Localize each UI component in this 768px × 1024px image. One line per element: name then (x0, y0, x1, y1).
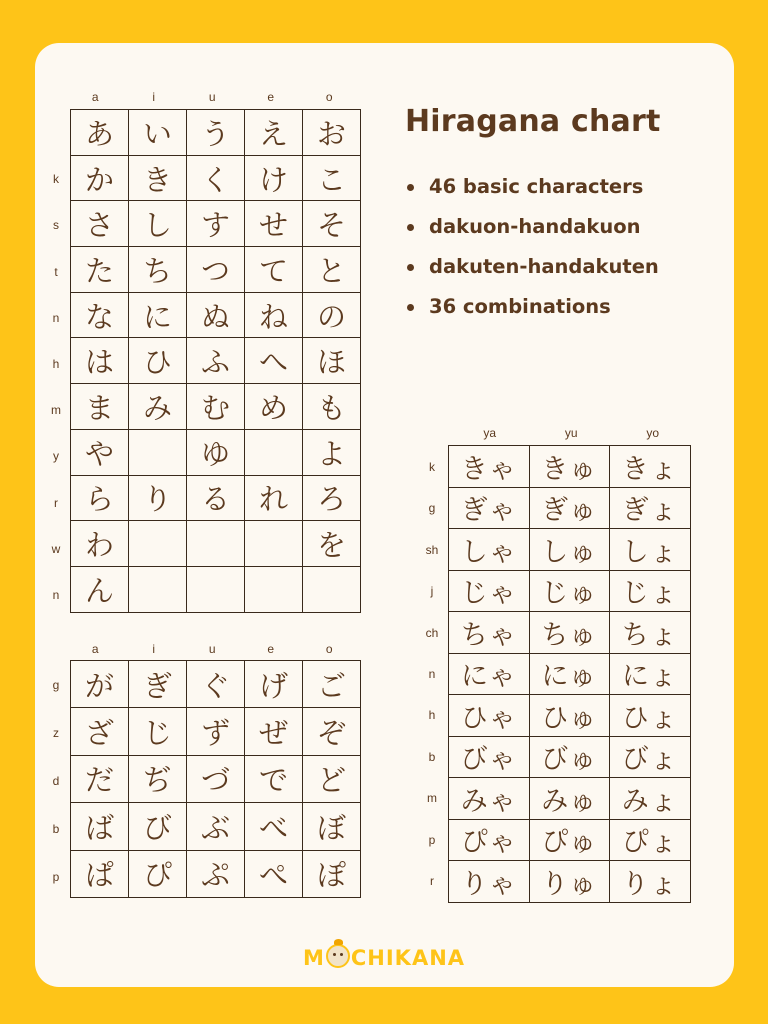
feature-list (405, 172, 659, 332)
kana-cell: ぺ (245, 850, 303, 897)
kana-cell: ぴょ (610, 819, 691, 861)
table-row (71, 384, 361, 430)
kana-cell: で (245, 755, 303, 802)
row-label: m (51, 403, 61, 418)
kana-cell: ちゃ (449, 612, 530, 654)
row-label: g (428, 501, 436, 516)
kana-cell: な (71, 292, 129, 338)
kana-cell: す (187, 201, 245, 247)
kana-cell: ぽ (303, 850, 361, 897)
table-row (71, 661, 361, 708)
kana-cell: く (187, 155, 245, 201)
kana-cell: みゅ (529, 778, 610, 820)
kana-cell (187, 566, 245, 612)
table-row (449, 861, 691, 903)
table-row (71, 201, 361, 247)
row-label: g (52, 678, 60, 692)
kana-cell: り (129, 475, 187, 521)
kana-cell: む (187, 384, 245, 430)
table-row (71, 247, 361, 293)
kana-cell: じゃ (449, 570, 530, 612)
kana-cell: ぬ (187, 292, 245, 338)
kana-cell: じゅ (529, 570, 610, 612)
kana-cell: しゅ (529, 529, 610, 571)
column-label: i (152, 642, 156, 656)
column-label: o (325, 90, 333, 104)
kana-cell: ぐ (187, 661, 245, 708)
kana-cell: え (245, 110, 303, 156)
kana-cell: じ (129, 708, 187, 755)
row-label: n (52, 588, 60, 602)
kana-cell: にゃ (449, 653, 530, 695)
feature-item: dakuten-handakuten (405, 252, 659, 292)
feature-item: 36 combinations (405, 292, 659, 332)
table-row (71, 521, 361, 567)
column-label: u (208, 90, 216, 104)
row-label: sh (425, 542, 439, 557)
kana-cell: ぴゅ (529, 819, 610, 861)
row-label: n (52, 310, 60, 325)
kana-cell: ゆ (187, 429, 245, 475)
kana-cell: きょ (610, 446, 691, 488)
kana-cell: ね (245, 292, 303, 338)
column-label: i (152, 90, 156, 104)
table-row (71, 110, 361, 156)
kana-cell: も (303, 384, 361, 430)
kana-cell: つ (187, 247, 245, 293)
kana-cell: び (129, 803, 187, 850)
row-label: y (53, 449, 59, 464)
table-row (71, 292, 361, 338)
row-label: ch (425, 625, 439, 640)
row-label: m (427, 791, 437, 806)
kana-cell: ぱ (71, 850, 129, 897)
table-row (71, 803, 361, 850)
column-label: e (267, 90, 275, 104)
kana-cell: しゃ (449, 529, 530, 571)
row-label: k (53, 172, 59, 187)
kana-cell: い (129, 110, 187, 156)
kana-cell: ぎゃ (449, 487, 530, 529)
kana-cell: にょ (610, 653, 691, 695)
kana-cell: げ (245, 661, 303, 708)
kana-cell: ぴ (129, 850, 187, 897)
brand-text-start: M (302, 946, 325, 970)
table-row (449, 529, 691, 571)
kana-cell: が (71, 661, 129, 708)
kana-cell: にゅ (529, 653, 610, 695)
column-label: a (91, 642, 99, 656)
kana-cell (129, 566, 187, 612)
table-row (71, 475, 361, 521)
kana-cell: ぶ (187, 803, 245, 850)
kana-cell: ん (71, 566, 129, 612)
kana-cell: あ (71, 110, 129, 156)
kana-cell: びょ (610, 736, 691, 778)
kana-cell: ご (303, 661, 361, 708)
kana-cell: を (303, 521, 361, 567)
kana-cell: ら (71, 475, 129, 521)
combo-row-labels (422, 446, 442, 902)
table-row (71, 755, 361, 802)
kana-cell: ち (129, 247, 187, 293)
kana-cell: は (71, 338, 129, 384)
kana-cell: じょ (610, 570, 691, 612)
kana-cell: ぜ (245, 708, 303, 755)
table-row (449, 570, 691, 612)
kana-cell: だ (71, 755, 129, 802)
row-label: r (54, 495, 58, 510)
kana-cell: づ (187, 755, 245, 802)
kana-cell: ちょ (610, 612, 691, 654)
row-label: p (428, 832, 436, 847)
kana-cell (303, 566, 361, 612)
row-label: k (429, 460, 435, 474)
row-label: j (430, 584, 434, 599)
column-label: u (208, 642, 216, 656)
row-label: h (52, 357, 60, 371)
kana-cell: びゅ (529, 736, 610, 778)
kana-cell: き (129, 155, 187, 201)
column-label: ya (483, 426, 497, 440)
dakuon-row-labels (46, 662, 66, 902)
kana-cell: に (129, 292, 187, 338)
table-row (71, 338, 361, 384)
kana-cell: しょ (610, 529, 691, 571)
row-label: b (428, 749, 436, 764)
kana-cell: ぷ (187, 850, 245, 897)
column-label: o (325, 642, 333, 656)
column-label: e (267, 642, 275, 656)
kana-cell: や (71, 429, 129, 475)
kana-cell: か (71, 155, 129, 201)
kana-cell (129, 521, 187, 567)
kana-cell: ぎゅ (529, 487, 610, 529)
kana-cell: ま (71, 384, 129, 430)
kana-cell: ぎ (129, 661, 187, 708)
feature-item: 46 basic characters (405, 172, 659, 212)
kana-cell: みょ (610, 778, 691, 820)
row-label: r (430, 874, 434, 888)
kana-cell: よ (303, 429, 361, 475)
table-row (71, 429, 361, 475)
basic-row-labels (46, 110, 66, 616)
brand-text-end: CHIKANA (350, 946, 466, 970)
dakuon-table (70, 660, 361, 898)
dakuon-column-labels (66, 642, 366, 658)
column-label: yu (564, 426, 578, 440)
kana-cell: きゅ (529, 446, 610, 488)
kana-cell: みゃ (449, 778, 530, 820)
kana-cell: きゃ (449, 446, 530, 488)
kana-cell: ふ (187, 338, 245, 384)
kana-cell (245, 429, 303, 475)
kana-cell (129, 429, 187, 475)
kana-cell: ひゃ (449, 695, 530, 737)
combinations-table (448, 445, 691, 903)
kana-cell: う (187, 110, 245, 156)
kana-cell: そ (303, 201, 361, 247)
table-row (71, 850, 361, 897)
kana-cell: る (187, 475, 245, 521)
table-row (449, 612, 691, 654)
basic-characters-table (70, 109, 361, 613)
row-label: b (52, 821, 60, 836)
kana-cell: ぞ (303, 708, 361, 755)
kana-cell: け (245, 155, 303, 201)
table-row (449, 695, 691, 737)
kana-cell: ど (303, 755, 361, 802)
page-title: Hiragana chart (405, 104, 661, 139)
row-label: n (428, 667, 436, 681)
kana-cell: と (303, 247, 361, 293)
kana-cell (187, 521, 245, 567)
table-row (449, 778, 691, 820)
kana-cell: ろ (303, 475, 361, 521)
table-row (449, 653, 691, 695)
kana-cell: ひ (129, 338, 187, 384)
basic-column-labels (66, 90, 366, 106)
kana-cell: りゅ (529, 861, 610, 903)
kana-cell: し (129, 201, 187, 247)
row-label: s (53, 218, 59, 233)
kana-cell: ぼ (303, 803, 361, 850)
kana-cell: み (129, 384, 187, 430)
kana-cell: ず (187, 708, 245, 755)
kana-cell: びゃ (449, 736, 530, 778)
kana-cell: ざ (71, 708, 129, 755)
kana-cell: ば (71, 803, 129, 850)
kana-cell (245, 521, 303, 567)
row-label: t (54, 264, 58, 279)
kana-cell (245, 566, 303, 612)
table-row (449, 819, 691, 861)
row-label: z (53, 725, 59, 740)
table-row (449, 446, 691, 488)
kana-cell: ひょ (610, 695, 691, 737)
row-label: w (51, 541, 61, 556)
kana-cell: ほ (303, 338, 361, 384)
table-row (71, 566, 361, 612)
kana-cell: た (71, 247, 129, 293)
kana-cell: て (245, 247, 303, 293)
table-row (449, 736, 691, 778)
combo-column-labels (449, 426, 694, 442)
row-label: d (52, 773, 60, 788)
row-label: p (52, 869, 60, 884)
kana-cell: れ (245, 475, 303, 521)
table-row (71, 708, 361, 755)
table-row (449, 487, 691, 529)
column-label: yo (646, 426, 660, 440)
mochi-mascot-icon (326, 944, 350, 968)
column-label: a (91, 90, 99, 104)
feature-item: dakuon-handakuon (405, 212, 659, 252)
kana-cell: ぴゃ (449, 819, 530, 861)
row-label: h (428, 708, 436, 723)
kana-cell: め (245, 384, 303, 430)
kana-cell: せ (245, 201, 303, 247)
kana-cell: ちゅ (529, 612, 610, 654)
kana-cell: へ (245, 338, 303, 384)
kana-cell: の (303, 292, 361, 338)
kana-cell: りゃ (449, 861, 530, 903)
kana-cell: お (303, 110, 361, 156)
kana-cell: べ (245, 803, 303, 850)
table-row (71, 155, 361, 201)
kana-cell: ぢ (129, 755, 187, 802)
kana-cell: ぎょ (610, 487, 691, 529)
kana-cell: わ (71, 521, 129, 567)
kana-cell: りょ (610, 861, 691, 903)
kana-cell: ひゅ (529, 695, 610, 737)
kana-cell: さ (71, 201, 129, 247)
kana-cell: こ (303, 155, 361, 201)
brand-logo (0, 944, 768, 970)
